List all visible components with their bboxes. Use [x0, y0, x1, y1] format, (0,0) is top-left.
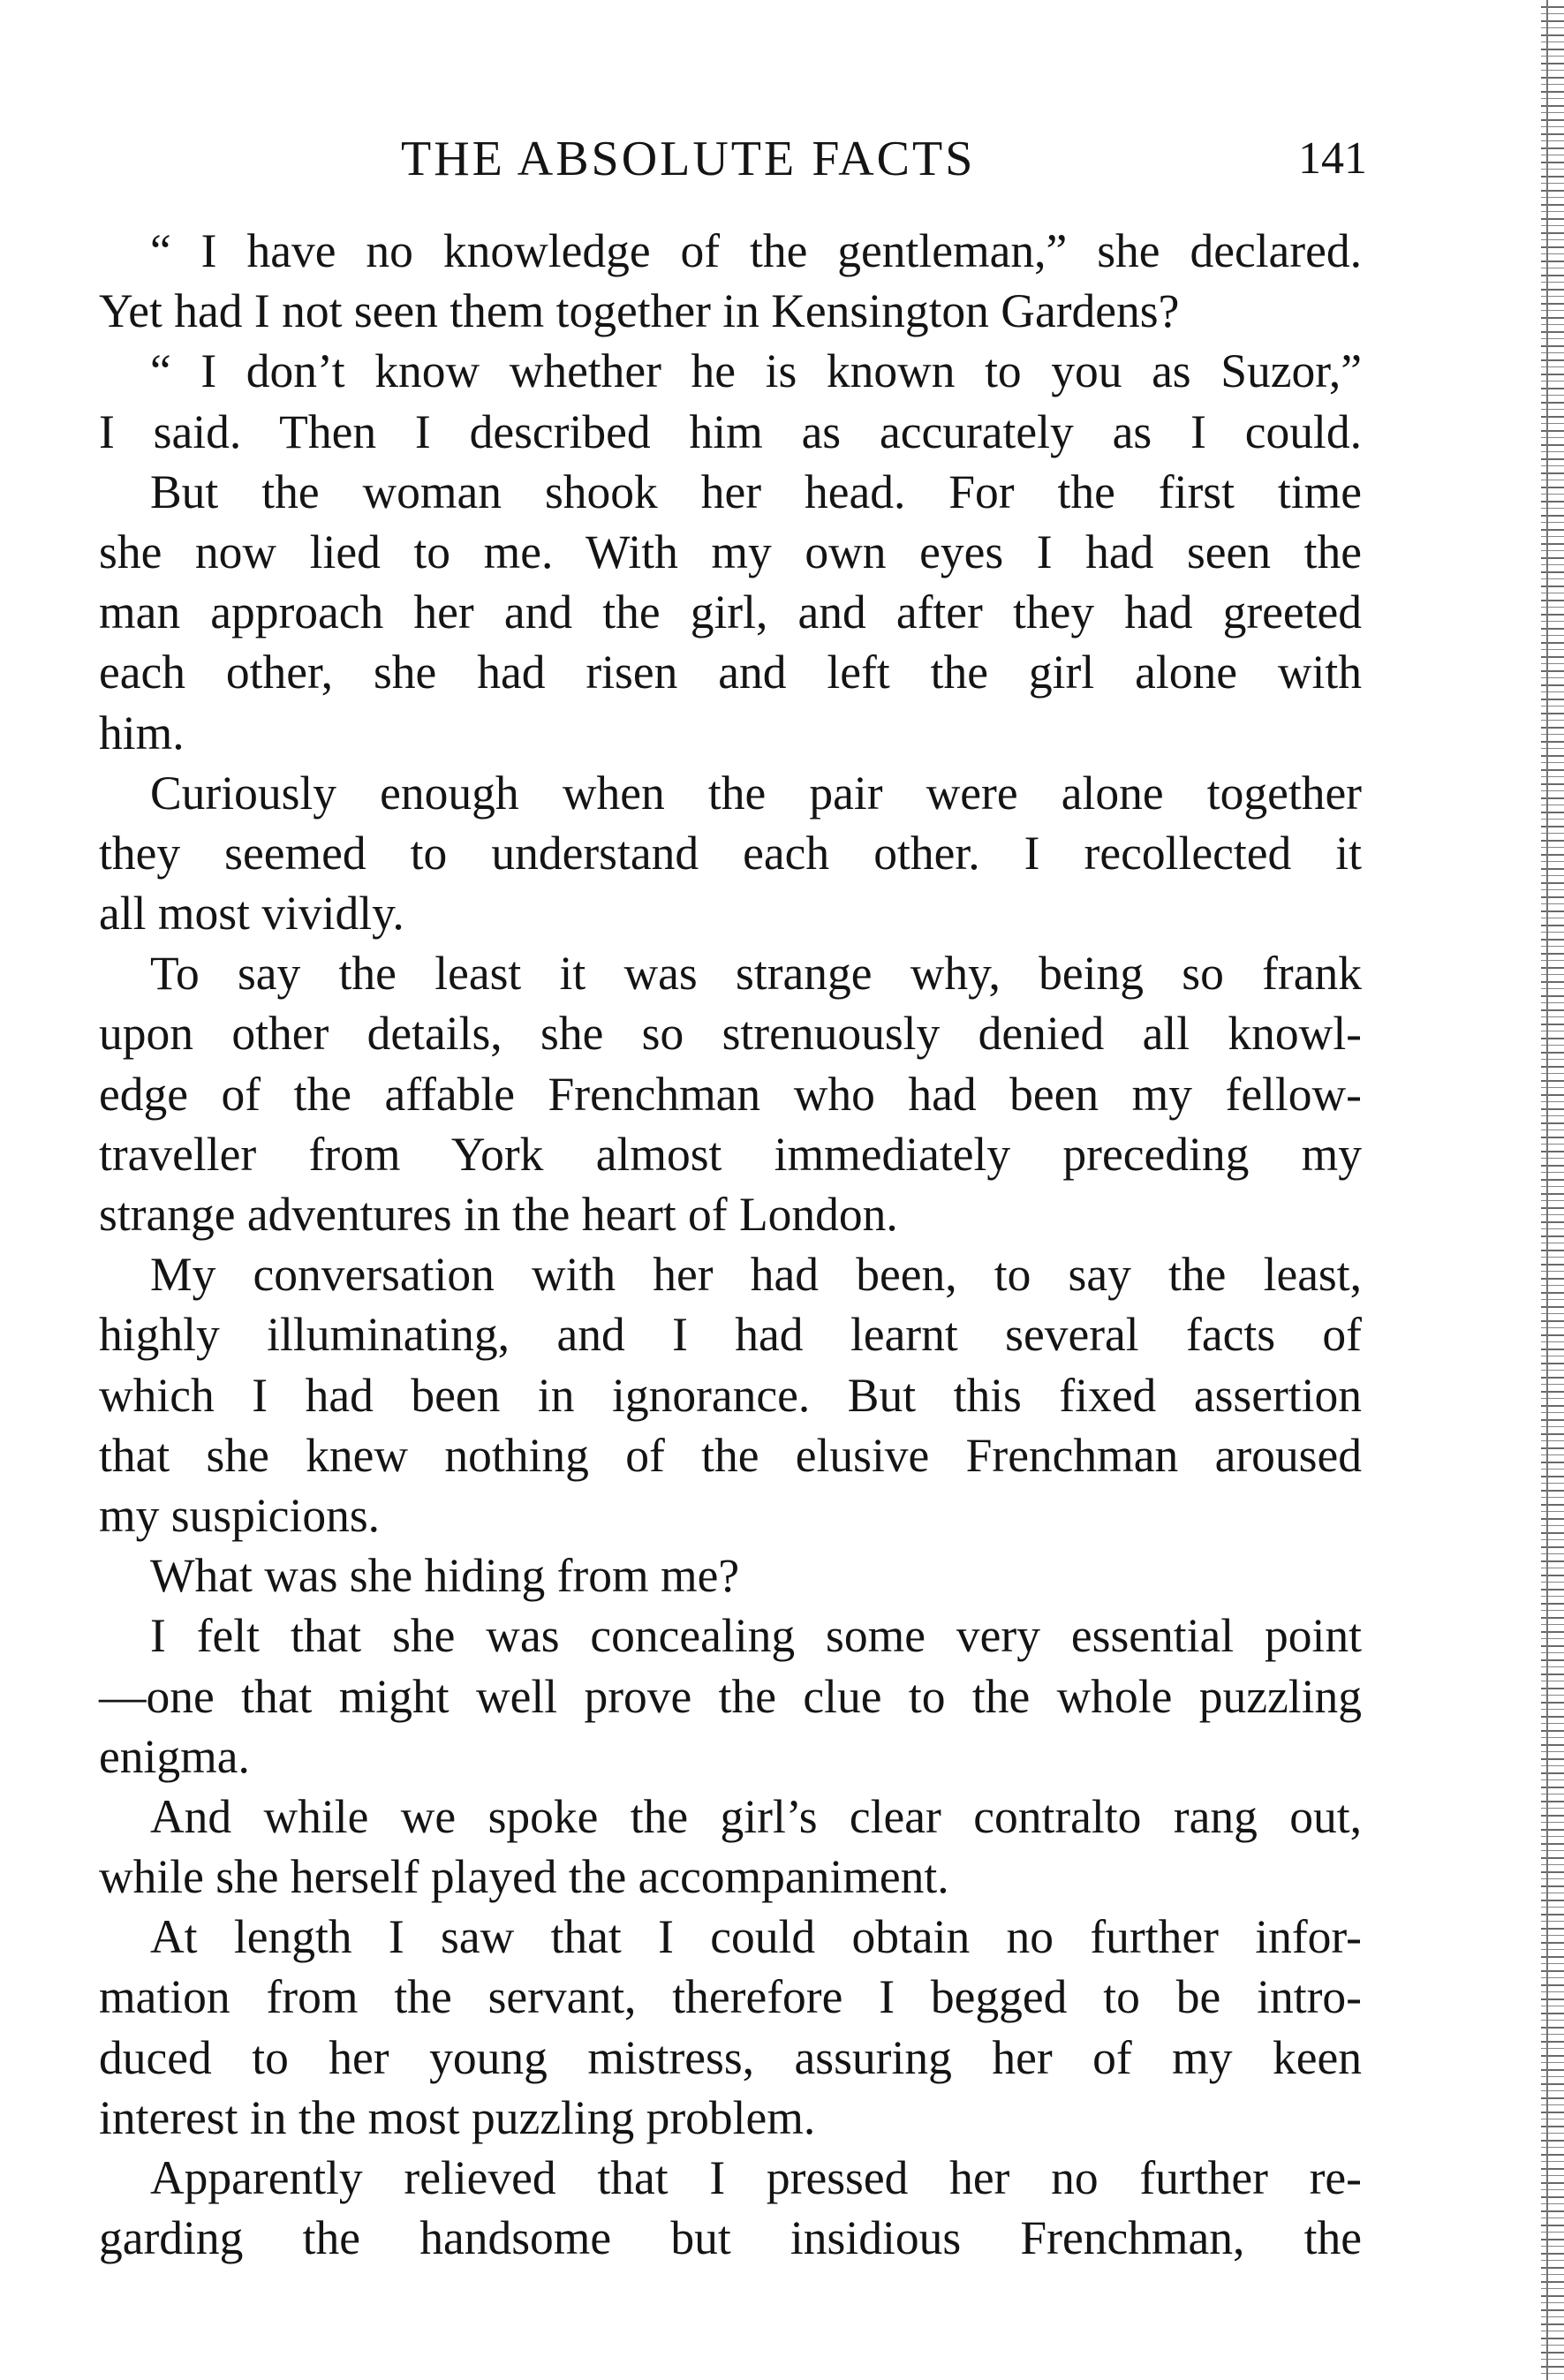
text-line: upon other details, she so strenuously denied all knowl-: [99, 1007, 1362, 1061]
text-line: I felt that she was concealing some very essential point: [150, 1609, 1362, 1663]
text-line: which I had been in ignorance. But this fixed assertion: [99, 1368, 1362, 1422]
text-line: What was she hiding from me?: [150, 1549, 740, 1603]
text-line: him.: [99, 706, 185, 759]
text-line: that she knew nothing of the elusive Frenchman aroused: [99, 1428, 1362, 1482]
text-line: enigma.: [99, 1729, 250, 1783]
text-line: My conversation with her had been, to say the least,: [150, 1248, 1362, 1302]
text-line: Apparently relieved that I pressed her no further re-: [150, 2151, 1362, 2204]
text-line: “ I don’t know whether he is known to you as Suzor,”: [150, 344, 1362, 398]
text-line: Curiously enough when the pair were alone together: [150, 766, 1362, 820]
text-line: To say the least it was strange why, being so frank: [150, 947, 1362, 1001]
text-line: man approach her and the girl, and after they had greeted: [99, 586, 1362, 639]
text-line: But the woman shook her head. For the first time: [150, 465, 1362, 518]
text-line: duced to her young mistress, assuring her of my keen: [99, 2030, 1362, 2084]
text-line: mation from the servant, therefore I begged to be intro-: [99, 1970, 1362, 2024]
text-line: garding the handsome but insidious Frenchman, the: [99, 2211, 1362, 2265]
body-text: [99, 221, 1362, 2268]
text-line: edge of the affable Frenchman who had been my fellow-: [99, 1067, 1362, 1121]
text-line: traveller from York almost immediately preceding my: [99, 1127, 1362, 1181]
page-number: 141: [1298, 133, 1367, 184]
text-line: At length I saw that I could obtain no further infor-: [150, 1910, 1362, 1964]
text-line: all most vividly.: [99, 887, 404, 941]
text-line: highly illuminating, and I had learnt several facts of: [99, 1308, 1362, 1362]
page-edge-scan-artifact: [1541, 0, 1564, 2380]
text-line: they seemed to understand each other. I recollected it: [99, 826, 1362, 880]
text-line: strange adventures in the heart of London.: [99, 1188, 898, 1241]
text-line: Yet had I not seen them together in Kensington Gardens?: [99, 284, 1180, 338]
text-line: my suspicions.: [99, 1488, 381, 1542]
text-line: interest in the most puzzling problem.: [99, 2090, 816, 2144]
text-line: she now lied to me. With my own eyes I had seen the: [99, 525, 1362, 578]
text-line: “ I have no knowledge of the gentleman,” she declared.: [150, 224, 1362, 277]
text-line: —one that might well prove the clue to the whole puzzling: [99, 1669, 1362, 1723]
text-line: And while we spoke the girl’s clear contralto rang out,: [150, 1789, 1362, 1843]
running-title: THE ABSOLUTE FACTS: [401, 132, 976, 186]
text-line: each other, she had risen and left the girl alone with: [99, 646, 1362, 699]
running-head: [104, 128, 1367, 190]
text-line: I said. Then I described him as accurately as I could.: [99, 404, 1362, 458]
text-line: while she herself played the accompaniment.: [99, 1850, 949, 1904]
